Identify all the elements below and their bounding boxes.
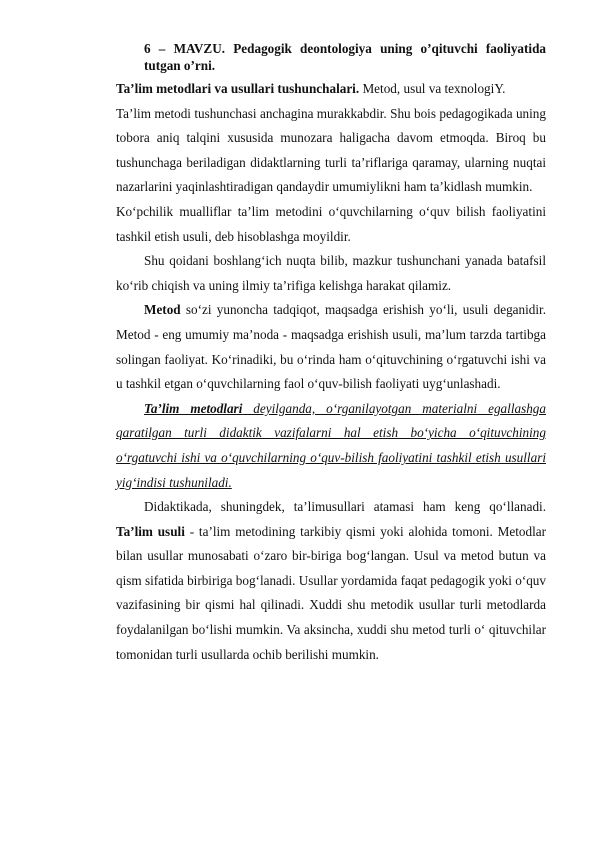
paragraph-1: [116, 77, 546, 102]
paragraph-5: [116, 298, 546, 396]
term-metod: Metod: [144, 302, 181, 318]
paragraph-2: Ta’lim metodi tushunchasi anchagina murakkabdir. Shu bois pedagogikada uning tobora aniq talqini xususida munozara haligacha davom etmoqda. Biroq bu tushunchaga beriladigan didaktlarning turli ta’riflariga qaramay, ularning nuqtai nazarlarini yaqinlashtiradigan qandaydir umumiylikni ham ta’kidlash mumkin.: [116, 105, 546, 195]
paragraph-7: [116, 495, 546, 667]
definition-paragraph: [116, 397, 546, 495]
definition-part-1: deyilganda, o‘rganilayotgan materialni egallashga qaratilgan turli didaktik vazifalarni hal etish bo‘yicha o‘qituvchining o‘rgatuvchi: [116, 400, 546, 465]
term-talim-usuli: Ta’lim usuli: [116, 523, 185, 539]
document-body: [116, 40, 546, 667]
paragraph-5-text: so‘zi yunoncha tadqiqot, maqsadga erishish yo‘li, usuli deganidir. Metod - eng umumiy ma’noda - maqsadga erishish usuli, ma’lum tarzda tartibga solingan faoliyat. Ko‘rinadiki, bu o‘rinda ham o‘qituvchining o‘rgatuvchi ishi va u tashkil etgan o‘quvchilarning faol o‘quv-bilish faoliyati uyg‘unlashadi.: [116, 302, 546, 392]
paragraph-3: Ko‘pchilik mualliflar ta’lim metodini o‘quvchilarning o‘quv bilish faoliyatini tashkil etish usuli, deb hisoblashga moyildir.: [116, 203, 546, 244]
term-talim-metodlari: Ta’lim metodlari: [144, 400, 243, 416]
section-title: Ta’lim metodlari va usullari tushunchalari.: [116, 81, 360, 96]
definition-part-3: tushuniladi.: [165, 474, 232, 490]
definition-part-2: ishi va o‘quvchilarning o‘quv-bilish faoliyatini tashkil etish usullari yig‘indisi: [116, 449, 546, 490]
paragraph-7-text: - ta’lim metodining tarkibiy qismi yoki alohida tomoni. Metodlar bilan usullar munosabati o‘zaro bir-biriga bog‘langan. Usul va metod butun va qism sifatida birbiriga bog‘lanadi. Usullar yordamida faqat pedagogik yoki o‘quv vazifasining bir qismi hal qilinadi. Xuddi shu metodik usullar turli metodlarda foydalanilgan bo‘lishi mumkin. Va aksincha, xuddi shu metod turli o‘ qituvchilar tomonidan turli usullarda ochib berilishi mumkin.: [116, 523, 546, 662]
section-subtitle: Metod, usul va texnologiY.: [359, 81, 506, 96]
topic-heading: 6 – MAVZU. Pedagogik deontologiya uning o’qituvchi faoliyatida tutgan o’rni.: [144, 41, 546, 73]
paragraph-7-start: Didaktikada, shuningdek, ta’limusullari atamasi ham keng qo‘llanadi.: [144, 499, 546, 515]
paragraph-4: Shu qoidani boshlang‘ich nuqta bilib, mazkur tushunchani yanada batafsil ko‘rib chiqish va uning ilmiy ta’rifiga kelishga harakat qilamiz.: [116, 253, 546, 293]
